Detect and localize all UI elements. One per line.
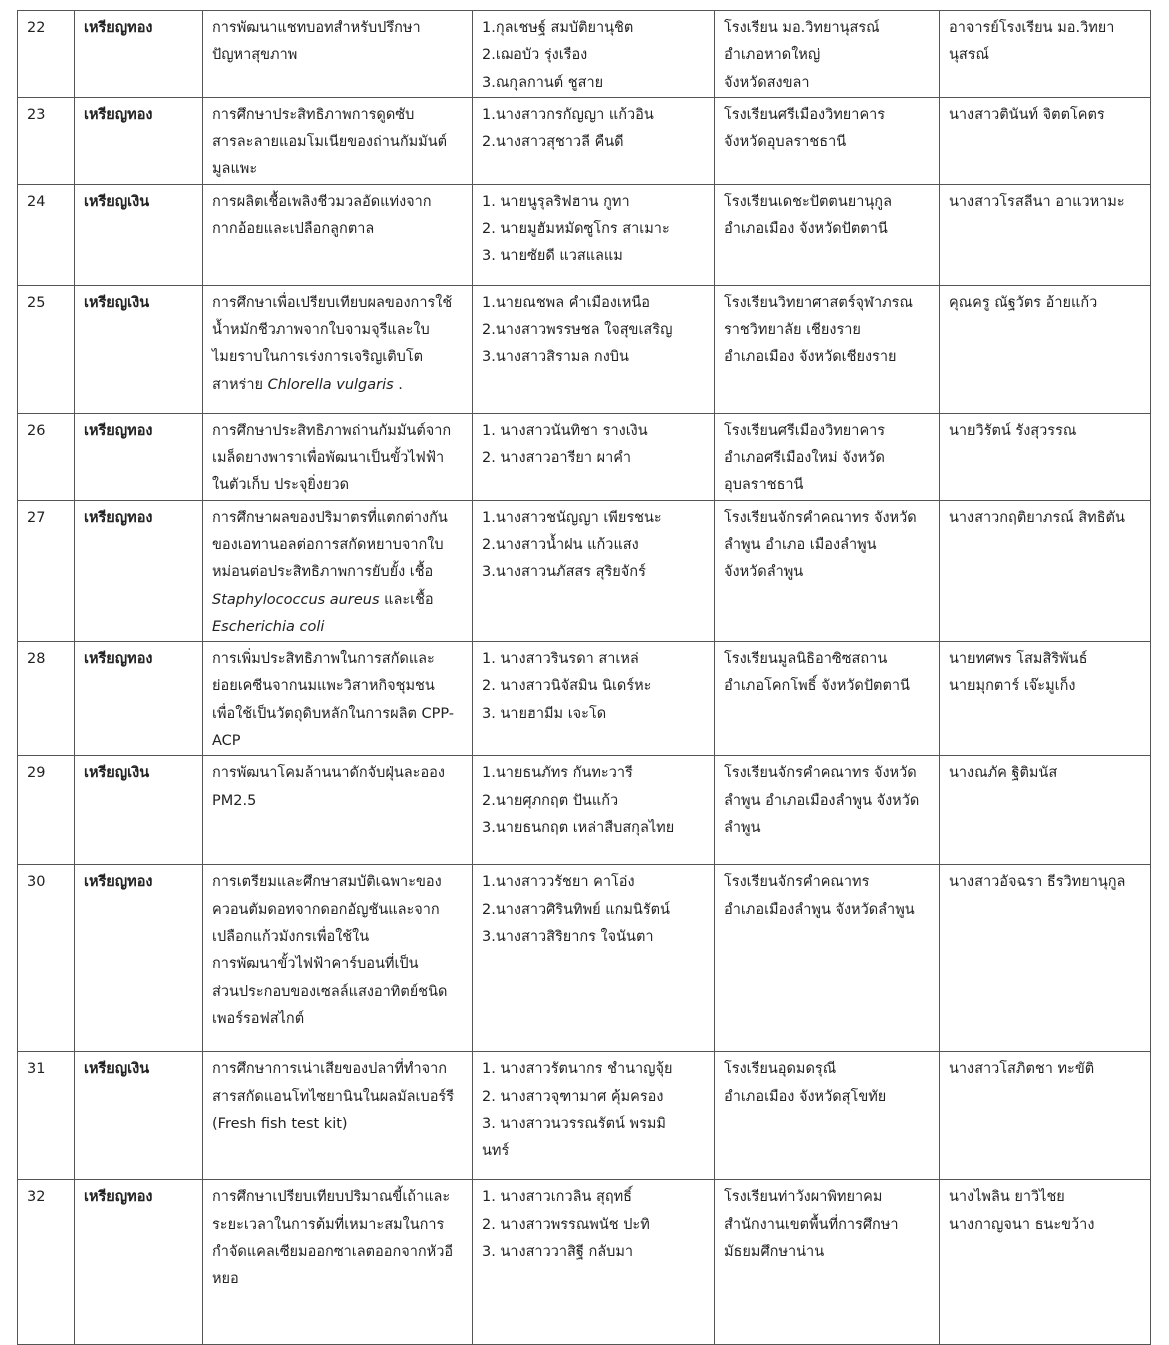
project-title-line <box>212 614 464 641</box>
school-line: ลำพูน อำเภอเมืองลำพูน จังหวัด <box>724 792 920 809</box>
project-title-cell <box>203 642 473 756</box>
member-name: 2.นางสาวสุชาวลี คืนดี <box>482 134 624 151</box>
school-cell <box>715 642 940 756</box>
advisor-name: คุณครู ณัฐวัตร อ้ายแก้ว <box>949 294 1098 311</box>
members-cell <box>473 500 715 641</box>
project-title-line: (Fresh fish test kit) <box>212 1115 348 1132</box>
members-cell <box>473 642 715 756</box>
project-title-line: ควอนตัมดอทจากดอกอัญชันและจาก <box>212 901 440 918</box>
school-line: โรงเรียนจักรคำคณาทร จังหวัด <box>724 765 917 782</box>
species-name: Escherichia coli <box>212 618 325 635</box>
row-number-cell <box>18 11 75 98</box>
school-line: จังหวัดอุบลราชธานี <box>724 134 847 151</box>
project-title-line: การศึกษาผลของปริมาตรที่แตกต่างกัน <box>212 509 448 526</box>
project-title-line: PM2.5 <box>212 792 257 809</box>
school-line: โรงเรียนท่าวังผาพิทยาคม <box>724 1189 883 1206</box>
table-row <box>18 413 1151 500</box>
project-title-line: เพอร์รอฟสไกต์ <box>212 1010 305 1027</box>
row-number: 27 <box>27 509 46 526</box>
medal-cell <box>75 1052 203 1180</box>
advisor-name: นายทศพร โสมสิริพันธ์ <box>949 651 1088 668</box>
medal-cell <box>75 642 203 756</box>
medal-label: เหรียญทอง <box>84 106 153 123</box>
project-title-line: ปัญหาสุขภาพ <box>212 47 298 64</box>
members-cell <box>473 756 715 865</box>
medal-label: เหรียญทอง <box>84 20 153 36</box>
advisor-cell <box>940 500 1151 641</box>
table-row <box>18 1180 1151 1345</box>
school-line: โรงเรียนวิทยาศาสตร์จุฬาภรณ <box>724 294 913 311</box>
school-line: อำเภอเมืองลำพูน จังหวัดลำพูน <box>724 901 915 918</box>
row-number: 24 <box>27 193 46 210</box>
school-line: โรงเรียน มอ.วิทยานุสรณ์ <box>724 20 880 36</box>
project-title-line <box>212 587 464 614</box>
project-title-line: การผลิตเชื้อเพลิงชีวมวลอัดแท่งจาก <box>212 193 432 210</box>
advisor-cell <box>940 1180 1151 1345</box>
school-line: จังหวัดสงขลา <box>724 74 810 91</box>
project-title-line: การเพิ่มประสิทธิภาพในการสกัดและ <box>212 651 435 668</box>
row-number: 31 <box>27 1061 46 1078</box>
row-number-cell <box>18 184 75 285</box>
member-name: 1.นายณชพล คำเมืองเหนือ <box>482 294 651 311</box>
member-name: 3.นายธนกฤต เหล่าสืบสกุลไทย <box>482 819 675 836</box>
school-line: อำเภอเมือง จังหวัดสุโขทัย <box>724 1088 887 1105</box>
member-name: 2. นางสาวพรรณพนัช ปะทิ <box>482 1216 650 1233</box>
project-title-line: เมล็ดยางพาราเพื่อพัฒนาเป็นขั้วไฟฟ้า <box>212 450 445 467</box>
project-title-line: น้ำหมักชีวภาพจากใบจามจุรีและใบ <box>212 322 430 339</box>
advisor-cell <box>940 11 1151 98</box>
species-name: Staphylococcus aureus <box>212 591 380 608</box>
school-line: โรงเรียนอุดมดรุณี <box>724 1061 837 1078</box>
advisor-name: นางสาวตินันท์ จิตตโคตร <box>949 106 1105 123</box>
project-title-line: การศึกษาเปรียบเทียบปริมาณขี้เถ้าและ <box>212 1189 451 1206</box>
member-name: 1. นางสาวนันทิชา รางเงิน <box>482 422 648 439</box>
school-line: อำเภอเมือง จังหวัดปัตตานี <box>724 221 888 238</box>
row-number: 23 <box>27 106 46 123</box>
medal-label: เหรียญทอง <box>84 509 153 526</box>
school-cell <box>715 500 940 641</box>
school-line: ลำพูน <box>724 819 761 836</box>
member-name: 2.เฌอบัว รุ่งเรือง <box>482 47 588 64</box>
medal-label: เหรียญทอง <box>84 651 153 668</box>
row-number: 25 <box>27 294 46 311</box>
school-line: สำนักงานเขตพื้นที่การศึกษา <box>724 1216 899 1233</box>
table-row <box>18 642 1151 756</box>
medal-cell <box>75 756 203 865</box>
school-cell <box>715 1180 940 1345</box>
row-number: 26 <box>27 422 46 439</box>
members-cell <box>473 1052 715 1180</box>
school-line: มัธยมศึกษาน่าน <box>724 1243 825 1260</box>
project-title-cell <box>203 756 473 865</box>
project-title-line: เพื่อใช้เป็นวัตถุดิบหลักในการผลิต CPP- <box>212 705 455 722</box>
project-title-line: ไมยราบในการเร่งการเจริญเติบโต <box>212 349 424 366</box>
project-title-cell <box>203 285 473 413</box>
advisor-cell <box>940 865 1151 1052</box>
school-cell <box>715 1052 940 1180</box>
member-name: 2. นางสาวนิจัสมิน นิเดร์หะ <box>482 678 652 695</box>
member-name: 3. นายซัยดี แวสแลแม <box>482 248 623 265</box>
project-title-line: การศึกษาประสิทธิภาพการดูดซับ <box>212 106 415 123</box>
project-title-line: มูลแพะ <box>212 161 258 178</box>
row-number: 30 <box>27 874 46 891</box>
member-name: 3.นางสาวสิรามล กงบิน <box>482 349 629 366</box>
members-cell <box>473 413 715 500</box>
awards-table-body <box>18 11 1151 1345</box>
project-title-cell <box>203 11 473 98</box>
member-name: 1.นายธนภัทร กันทะวารี <box>482 765 633 782</box>
school-cell <box>715 184 940 285</box>
medal-cell <box>75 11 203 98</box>
row-number-cell <box>18 97 75 184</box>
medal-cell <box>75 184 203 285</box>
table-row <box>18 865 1151 1052</box>
member-name: 1. นางสาวรัตนากร ชำนาญจุ้ย <box>482 1061 673 1078</box>
project-title-text: . <box>393 376 403 393</box>
advisor-cell <box>940 413 1151 500</box>
project-title-line: การพัฒนาขั้วไฟฟ้าคาร์บอนที่เป็น <box>212 956 419 973</box>
project-title-text: สาหร่าย <box>212 376 268 393</box>
advisor-name: นางไพลิน ยาวิไชย <box>949 1189 1065 1206</box>
school-line: โรงเรียนศรีเมืองวิทยาคาร <box>724 106 886 123</box>
advisor-name: นายวิรัตน์ รังสุวรรณ <box>949 422 1077 439</box>
table-row <box>18 97 1151 184</box>
row-number: 29 <box>27 765 46 782</box>
school-line: จังหวัดลำพูน <box>724 564 804 581</box>
member-name: 3.นางสาวนภัสสร สุริยจักร์ <box>482 564 646 581</box>
project-title-line: การพัฒนาโคมล้านนาดักจับฝุ่นละออง <box>212 765 445 782</box>
medal-label: เหรียญเงิน <box>84 294 150 311</box>
project-title-line: การศึกษาประสิทธิภาพถ่านกัมมันต์จาก <box>212 422 452 439</box>
project-title-line: ระยะเวลาในการต้มที่เหมาะสมในการ <box>212 1216 445 1233</box>
school-line: โรงเรียนจักรคำคณาทร จังหวัด <box>724 509 917 526</box>
member-name: 2.นางสาวศิรินทิพย์ แกมนิรัตน์ <box>482 901 670 918</box>
advisor-name: นางณภัค ฐิติมนัส <box>949 765 1058 782</box>
species-name: Chlorella vulgaris <box>267 376 394 393</box>
medal-cell <box>75 1180 203 1345</box>
member-name: 3. นายฮามีม เจะโด <box>482 705 607 722</box>
advisor-name: นางสาวอัจฉรา ธีรวิทยานุกูล <box>949 874 1126 891</box>
project-title-line <box>212 372 464 399</box>
table-row <box>18 756 1151 865</box>
school-line: อำเภอเมือง จังหวัดเชียงราย <box>724 349 897 366</box>
advisor-name: นางสาวกฤติยาภรณ์ สิทธิตัน <box>949 509 1125 526</box>
row-number-cell <box>18 1052 75 1180</box>
project-title-line: หม่อนต่อประสิทธิภาพการยับยั้ง เชื้อ <box>212 564 434 581</box>
advisor-name: นางสาวโรสลีนา อาแวหามะ <box>949 193 1125 210</box>
advisor-name: นางสาวโสภิตชา ทะขัติ <box>949 1061 1095 1078</box>
table-row <box>18 285 1151 413</box>
project-title-line: การพัฒนาแชทบอทสำหรับปรึกษา <box>212 20 421 36</box>
member-name: 2.นางสาวพรรษชล ใจสุขเสริญ <box>482 322 673 339</box>
advisor-cell <box>940 285 1151 413</box>
project-title-line: ส่วนประกอบของเซลล์แสงอาทิตย์ชนิด <box>212 983 448 1000</box>
medal-label: เหรียญเงิน <box>84 193 150 210</box>
school-line: อุบลราชธานี <box>724 477 804 494</box>
row-number-cell <box>18 500 75 641</box>
advisor-cell <box>940 642 1151 756</box>
school-cell <box>715 413 940 500</box>
project-title-line: กากอ้อยและเปลือกลูกตาล <box>212 221 375 238</box>
project-title-line: หยอ <box>212 1271 239 1288</box>
advisor-name: นางกาญจนา ธนะขว้าง <box>949 1216 1095 1233</box>
project-title-line: สารสกัดแอนโทไซยานินในผลมัลเบอร์รี <box>212 1088 454 1105</box>
member-name: 2.นางสาวน้ำฝน แก้วแสง <box>482 536 639 553</box>
advisor-name: นุสรณ์ <box>949 47 990 64</box>
table-row <box>18 11 1151 98</box>
project-title-cell <box>203 184 473 285</box>
members-cell <box>473 97 715 184</box>
project-title-cell <box>203 1180 473 1345</box>
project-title-cell <box>203 413 473 500</box>
table-row <box>18 1052 1151 1180</box>
member-name: 3.นางสาวสิริยากร ใจนันตา <box>482 928 654 945</box>
members-cell <box>473 1180 715 1345</box>
school-line: ลำพูน อำเภอ เมืองลำพูน <box>724 536 877 553</box>
advisor-cell <box>940 184 1151 285</box>
project-title-line: ของเอทานอลต่อการสกัดหยาบจากใบ <box>212 536 444 553</box>
table-row <box>18 184 1151 285</box>
advisor-cell <box>940 97 1151 184</box>
school-line: โรงเรียนศรีเมืองวิทยาคาร <box>724 422 886 439</box>
member-name: 1. นางสาวรินรดา สาเหล่ <box>482 651 639 668</box>
member-name: 3. นางสาววาสิฐี กลับมา <box>482 1243 634 1260</box>
advisor-name: นายมุกตาร์ เจ๊ะมูเก็ง <box>949 678 1076 695</box>
school-line: โรงเรียนเดชะปัตตนยานุกูล <box>724 193 892 210</box>
project-title-cell <box>203 865 473 1052</box>
school-line: อำเภอหาดใหญ่ <box>724 47 821 64</box>
member-name: 3.ณกุลกานต์ ชูสาย <box>482 74 604 91</box>
members-cell <box>473 11 715 98</box>
school-line: ราชวิทยาลัย เชียงราย <box>724 322 861 339</box>
school-cell <box>715 97 940 184</box>
project-title-text: และเชื้อ <box>379 591 434 608</box>
member-name: 3. นางสาวนวรรณรัตน์ พรมมิ <box>482 1115 666 1132</box>
school-cell <box>715 11 940 98</box>
school-line: อำเภอศรีเมืองใหม่ จังหวัด <box>724 450 885 467</box>
member-name: นทร์ <box>482 1143 510 1160</box>
school-cell <box>715 285 940 413</box>
medal-cell <box>75 97 203 184</box>
row-number-cell <box>18 285 75 413</box>
project-title-line: เปลือกแก้วมังกรเพื่อใช้ใน <box>212 928 370 945</box>
member-name: 1. นายนูรุลริฟฮาน กูทา <box>482 193 630 210</box>
table-row <box>18 500 1151 641</box>
awards-table <box>17 10 1151 1345</box>
project-title-line: สารละลายแอมโมเนียของถ่านกัมมันต์ <box>212 134 448 151</box>
project-title-cell <box>203 97 473 184</box>
row-number: 32 <box>27 1189 46 1206</box>
project-title-cell <box>203 1052 473 1180</box>
school-cell <box>715 865 940 1052</box>
advisor-cell <box>940 1052 1151 1180</box>
medal-cell <box>75 413 203 500</box>
medal-cell <box>75 865 203 1052</box>
school-line: โรงเรียนจักรคำคณาทร <box>724 874 870 891</box>
member-name: 1.นางสาวชนัญญา เพียรชนะ <box>482 509 662 526</box>
row-number-cell <box>18 865 75 1052</box>
row-number: 22 <box>27 20 46 36</box>
project-title-line: กำจัดแคลเซียมออกซาเลตออกจากหัวอี <box>212 1243 454 1260</box>
project-title-line: การเตรียมและศึกษาสมบัติเฉพาะของ <box>212 874 442 891</box>
row-number-cell <box>18 1180 75 1345</box>
medal-cell <box>75 500 203 641</box>
project-title-line: ACP <box>212 733 241 750</box>
medal-label: เหรียญทอง <box>84 422 153 439</box>
members-cell <box>473 865 715 1052</box>
project-title-line: ย่อยเคซีนจากนมแพะวิสาหกิจชุมชน <box>212 678 435 695</box>
medal-label: เหรียญเงิน <box>84 1061 150 1078</box>
member-name: 1. นางสาวเกวลิน สุฤทธิ์ <box>482 1189 633 1206</box>
medal-label: เหรียญทอง <box>84 1189 153 1206</box>
row-number-cell <box>18 756 75 865</box>
project-title-line: การศึกษาการเน่าเสียของปลาที่ทำจาก <box>212 1061 448 1078</box>
row-number-cell <box>18 642 75 756</box>
school-cell <box>715 756 940 865</box>
advisor-name: อาจารย์โรงเรียน มอ.วิทยา <box>949 20 1115 36</box>
advisor-cell <box>940 756 1151 865</box>
medal-cell <box>75 285 203 413</box>
member-name: 2. นางสาวจุฑามาศ คุ้มครอง <box>482 1088 664 1105</box>
project-title-line: การศึกษาเพื่อเปรียบเทียบผลของการใช้ <box>212 294 453 311</box>
member-name: 1.นางสาววรัชยา คาโอ่ง <box>482 874 635 891</box>
member-name: 2. นายมูฮัมหมัดซูโกร สาเมาะ <box>482 221 670 238</box>
member-name: 1.นางสาวกรกัญญา แก้วอิน <box>482 106 654 123</box>
project-title-line: ในตัวเก็บ ประจุยิ่งยวด <box>212 477 350 494</box>
project-title-cell <box>203 500 473 641</box>
school-line: อำเภอโคกโพธิ์ จังหวัดปัตตานี <box>724 678 910 695</box>
medal-label: เหรียญทอง <box>84 874 153 891</box>
school-line: โรงเรียนมูลนิธิอาซิซสถาน <box>724 651 888 668</box>
row-number: 28 <box>27 651 46 668</box>
medal-label: เหรียญเงิน <box>84 765 150 782</box>
members-cell <box>473 184 715 285</box>
member-name: 2.นายศุภกฤต ปันแก้ว <box>482 792 619 809</box>
member-name: 1.กุลเชษฐ์ สมบัติยานุชิต <box>482 20 634 36</box>
member-name: 2. นางสาวอารียา ผาคำ <box>482 450 632 467</box>
members-cell <box>473 285 715 413</box>
row-number-cell <box>18 413 75 500</box>
